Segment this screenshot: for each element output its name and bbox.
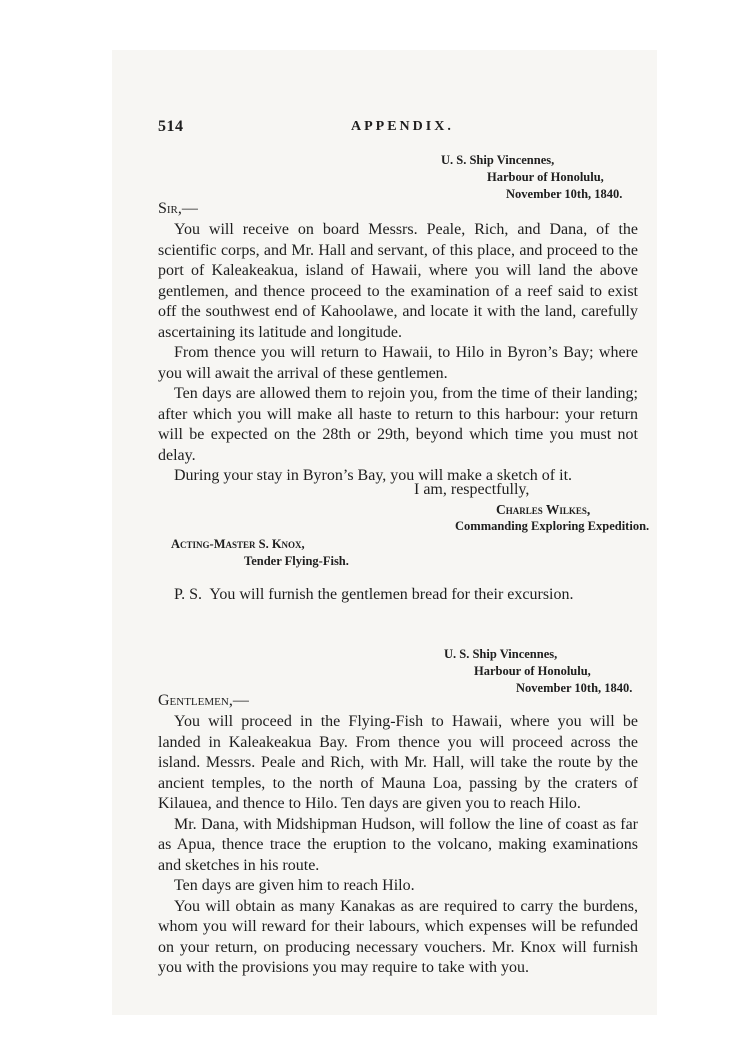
- letter1-postscript: P. S. You will furnish the gentlemen bread for their excursion.: [174, 586, 574, 603]
- letter1-paragraph: From thence you will return to Hawaii, to Hilo in Byron’s Bay; where you will await the arrival of these gentlemen.: [158, 344, 638, 382]
- letter2-address-date: November 10th, 1840.: [516, 681, 633, 695]
- letter2-paragraph: Mr. Dana, with Midshipman Hudson, will follow the line of coast as far as Apua, thence trace the eruption to the volcano, making examinations and sketches in his route.: [158, 815, 638, 874]
- letter1-signature-name: Charles Wilkes,: [496, 502, 591, 517]
- letter1-address-date: November 10th, 1840.: [506, 187, 623, 201]
- letter2-address-line2: Harbour of Honolulu,: [474, 664, 591, 678]
- letter1-salutation: Sir,—: [158, 200, 198, 217]
- letter2-paragraph: Ten days are given him to reach Hilo.: [174, 877, 415, 894]
- letter1-address-line1: U. S. Ship Vincennes,: [441, 153, 555, 167]
- letter1-recipient-name: Acting-Master S. Knox,: [171, 537, 305, 551]
- letter1-closing: I am, respectfully,: [414, 481, 530, 498]
- letter2-paragraph: You will proceed in the Flying-Fish to Hawaii, where you will be landed in Kaleakeakua Bay. From thence you will proceed across the island. Messrs. Peale and Rich, with Mr. Hall, will take the route by the ancient temples, to the north of Mauna Loa, passing by the craters of Kilauea, and thence to Hilo. Ten days are given you to reach Hilo.: [158, 713, 638, 812]
- letter2-body: [158, 712, 638, 979]
- letter1-paragraph: During your stay in Byron’s Bay, you will make a sketch of it.: [174, 467, 573, 484]
- page-header: [158, 118, 638, 142]
- letter1-paragraph: You will receive on board Messrs. Peale, Rich, and Dana, of the scientific corps, and Mr. Hall and servant, of this place, and proceed to the port of Kaleakeakua, island of Hawaii, where you will land the above gentlemen, and thence proceed to the examination of a reef said to exist off the southwest end of Kahoolawe, and locate it with the land, carefully ascertaining its latitude and longitude.: [158, 221, 638, 341]
- page-number: 514: [158, 118, 184, 135]
- letter2-salutation: Gentlemen,—: [158, 692, 249, 709]
- letter1-address-line2: Harbour of Honolulu,: [487, 170, 604, 184]
- letter2-paragraph: You will obtain as many Kanakas as are required to carry the burdens, whom you will reward for their labours, which expenses will be refunded on your return, on producing necessary vouchers. Mr. Knox will furnish you with the provisions you may require to take with you.: [158, 897, 638, 976]
- letter1-paragraph: Ten days are allowed them to rejoin you, from the time of their landing; after which you will make all haste to return to this harbour: your return will be expected on the 28th or 29th, beyond which time you must not delay.: [158, 385, 638, 464]
- letter1-recipient-vessel: Tender Flying-Fish.: [244, 554, 349, 568]
- running-title: APPENDIX.: [351, 119, 454, 134]
- letter1-body: [158, 220, 638, 487]
- letter1-signature-title: Commanding Exploring Expedition.: [455, 519, 650, 533]
- letter2-address-line1: U. S. Ship Vincennes,: [444, 647, 558, 661]
